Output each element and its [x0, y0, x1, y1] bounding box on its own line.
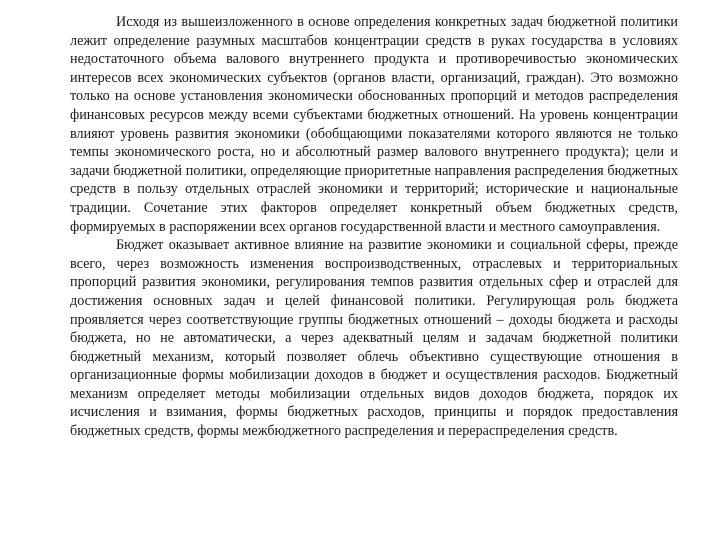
- document-page: [70, 13, 678, 441]
- paragraph-budget-policy: Исходя из вышеизложенного в основе определения конкретных задач бюджетной политики лежит определение разумных масштабов концентрации средств в руках государства в условиях недостаточного объема валового внутреннего продукта и противоречивостью экономических интересов всех экономических субъектов (органов власти, организаций, граждан). Это возможно только на основе установления экономически обоснованных пропорций и методов распределения финансовых ресурсов между всеми субъектами бюджетных отношений. На уровень концентрации влияют уровень развития экономики (обобщающими показателями которого являются не только темпы экономического роста, но и абсолютный размер валового внутреннего продукта); цели и задачи бюджетной политики, определяющие приоритетные направления распределения бюджетных средств в пользу отдельных отраслей экономики и территорий; исторические и национальные традиции. Сочетание этих факторов определяет конкретный объем бюджетных средств, формируемых в распоряжении всех органов государственной власти и местного самоуправления.: [70, 14, 678, 235]
- paragraph-budget-influence: Бюджет оказывает активное влияние на развитие экономики и социальной сферы, прежде всего, через возможность изменения воспроизводственных, отраслевых и территориальных пропорций развития экономики, регулирования темпов развития отдельных сфер и отраслей для достижения основных задач и целей финансовой политики. Регулирующая роль бюджета проявляется через соответствующие группы бюджетных отношений – доходы бюджета и расходы бюджета, но не автоматически, а через адекватный целям и задачам бюджетной политики бюджетный механизм, который позволяет облечь объективно существующие отношения в организационные формы мобилизации доходов в бюджет и осуществления расходов. Бюджетный механизм определяет методы мобилизации отдельных видов доходов бюджета, порядок их исчисления и взимания, формы бюджетных расходов, принципы и порядок предоставления бюджетных средств, формы межбюджетного распределения и перераспределения средств.: [70, 237, 678, 440]
